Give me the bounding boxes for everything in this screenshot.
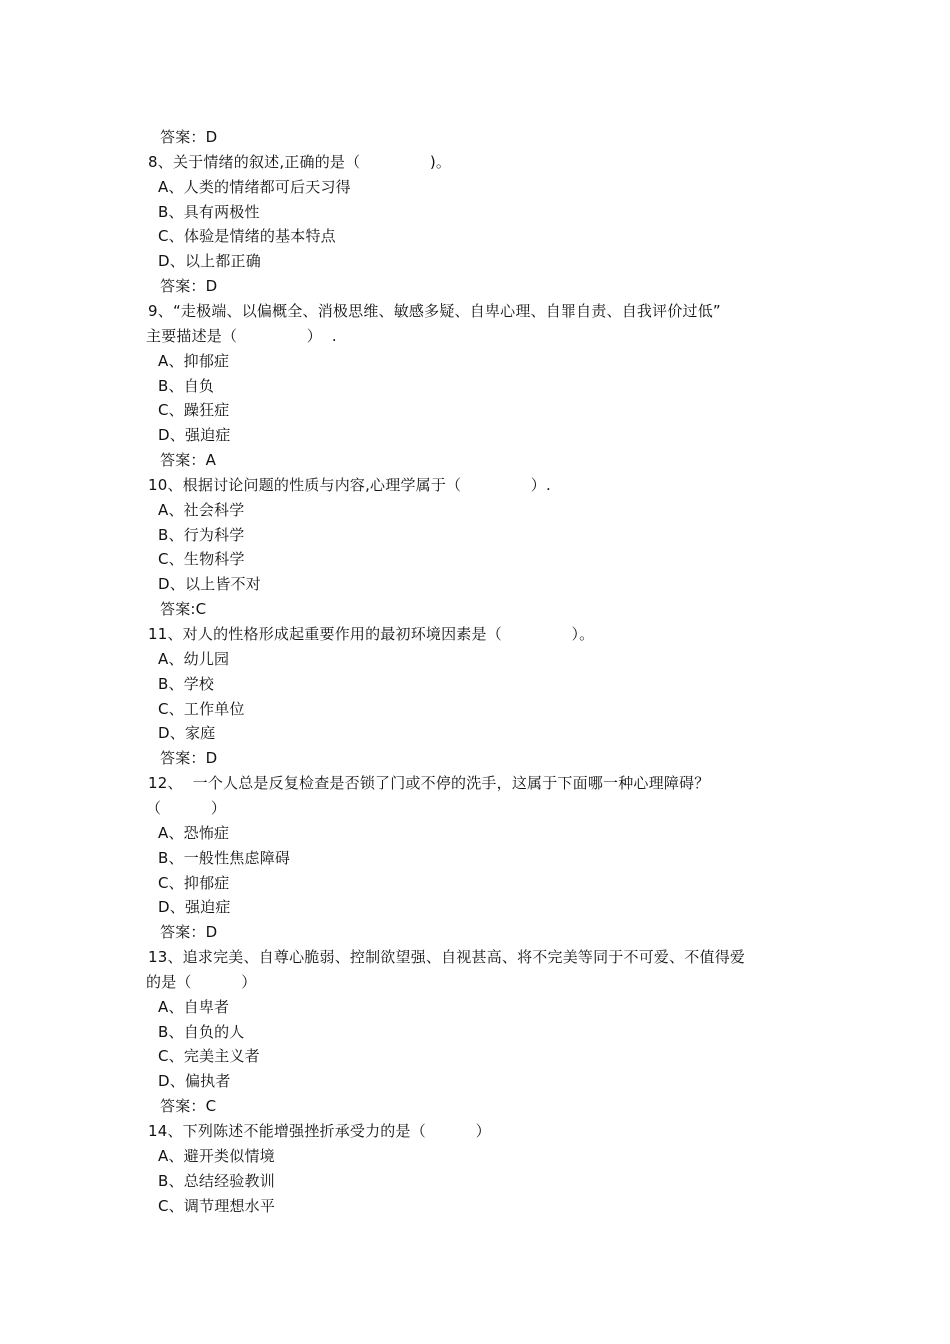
option-line: D、强迫症: [158, 426, 231, 444]
option-line: A、避开类似情境: [158, 1147, 275, 1165]
option-line: B、学校: [158, 675, 215, 693]
question-continuation-line: 主要描述是（ ） .: [146, 327, 337, 345]
option-line: C、躁狂症: [158, 401, 230, 419]
option-line: D、以上都正确: [158, 252, 261, 270]
option-line: A、人类的情绪都可后天习得: [158, 178, 351, 196]
option-line: A、幼儿园: [158, 650, 230, 668]
option-line: C、体验是情绪的基本特点: [158, 227, 336, 245]
question-line: 8、关于情绪的叙述,正确的是（ )。: [148, 153, 452, 171]
option-line: B、自负: [158, 377, 215, 395]
option-line: B、自负的人: [158, 1023, 245, 1041]
answer-line: 答案：D: [160, 749, 218, 767]
option-line: A、社会科学: [158, 501, 245, 519]
answer-line: 答案:C: [160, 600, 207, 618]
option-line: C、完美主义者: [158, 1047, 260, 1065]
option-line: D、偏执者: [158, 1072, 231, 1090]
option-line: C、抑郁症: [158, 874, 230, 892]
option-line: B、一般性焦虑障碍: [158, 849, 291, 867]
option-line: D、以上皆不对: [158, 575, 261, 593]
answer-line: 答案：A: [160, 451, 217, 469]
option-line: D、家庭: [158, 724, 216, 742]
option-line: C、调节理想水平: [158, 1197, 276, 1215]
option-line: B、行为科学: [158, 526, 245, 544]
question-line: 11、对人的性格形成起重要作用的最初环境因素是（ ）。: [148, 625, 595, 643]
option-line: A、抑郁症: [158, 352, 230, 370]
question-line: 12、 一个人总是反复检查是否锁了门或不停的洗手，这属于下面哪一种心理障碍？: [148, 774, 710, 792]
question-line: 9、“走极端、以偏概全、消极思维、敏感多疑、自卑心理、自罪自责、自我评价过低”: [148, 302, 721, 320]
option-line: A、自卑者: [158, 998, 230, 1016]
question-line: 10、根据讨论问题的性质与内容,心理学属于（ ）.: [148, 476, 551, 494]
option-line: C、生物科学: [158, 550, 245, 568]
answer-line: 答案：D: [160, 923, 218, 941]
option-line: A、恐怖症: [158, 824, 230, 842]
answer-line: 答案：C: [160, 1097, 217, 1115]
answer-line: 答案：D: [160, 128, 218, 146]
option-line: C、工作单位: [158, 700, 245, 718]
question-line: 13、追求完美、自尊心脆弱、控制欲望强、自视甚高、将不完美等同于不可爱、不值得爱: [148, 948, 746, 966]
option-line: B、总结经验教训: [158, 1172, 275, 1190]
question-continuation-line: 的是（ ）: [146, 973, 257, 991]
option-line: D、强迫症: [158, 898, 231, 916]
option-line: B、具有两极性: [158, 203, 260, 221]
answer-line: 答案：D: [160, 277, 218, 295]
question-continuation-line: （ ）: [146, 799, 227, 817]
question-line: 14、下列陈述不能增强挫折承受力的是（ ）: [148, 1122, 491, 1140]
